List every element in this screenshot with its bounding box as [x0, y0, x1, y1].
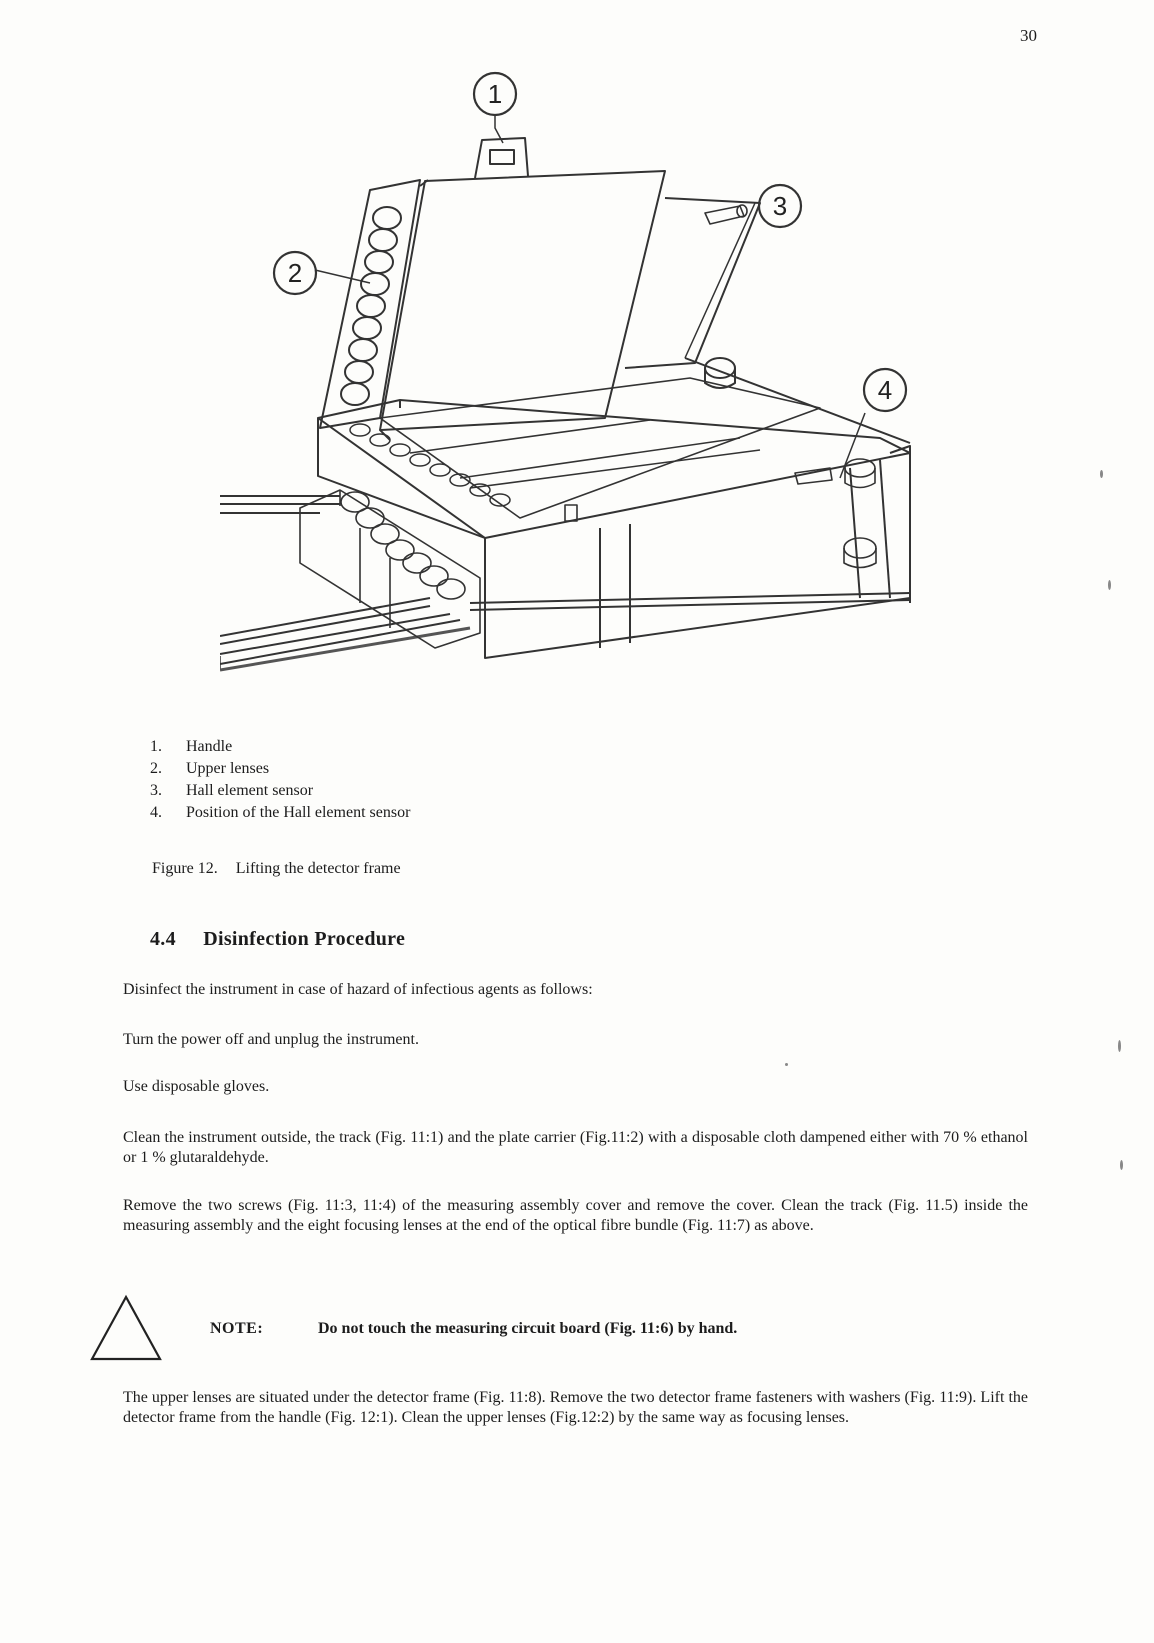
paragraph: Turn the power off and unplug the instrument.: [123, 1031, 419, 1048]
legend-item: [150, 738, 232, 756]
section-number: 4.4: [150, 928, 176, 950]
note-text: Do not touch the measuring circuit board (Fig. 11:6) by hand.: [318, 1320, 738, 1337]
back-plate: [625, 198, 910, 443]
caption-text: Lifting the detector frame: [235, 860, 401, 877]
scan-speck: [1120, 1160, 1123, 1170]
page-number: 30: [1020, 26, 1037, 45]
legend-item: [150, 804, 410, 822]
svg-text:2: 2: [287, 258, 303, 288]
paragraph: Remove the two screws (Fig. 11:3, 11:4) of the measuring assembly cover and remove the cover. Clean the track (Fig. 11.5) inside the measuring assembly and the eight focusing lenses at the end of the optical fibre bundle (Fig. 11:7) as above.: [123, 1197, 1028, 1234]
handle: [475, 138, 528, 178]
callout-2: [274, 252, 316, 294]
caption-label: Figure 12.: [152, 860, 218, 877]
callout-3: [759, 185, 801, 227]
legend-label: Hall element sensor: [186, 782, 314, 799]
plate-area: [380, 378, 820, 521]
measuring-assembly-base: [318, 400, 910, 658]
paragraph: Clean the instrument outside, the track (Fig. 11:1) and the plate carrier (Fig.11:2) with a disposable cloth dampened either with 70 % ethanol or 1 % glutaraldehyde.: [123, 1129, 1028, 1166]
legend-label: Handle: [186, 738, 233, 755]
callout-leaders: [315, 116, 865, 478]
svg-text:4: 4: [877, 375, 893, 405]
scan-speck: [1100, 470, 1103, 478]
upper-lenses-panel: [320, 180, 420, 428]
note-label: NOTE:: [210, 1320, 264, 1337]
warning-triangle-icon: [88, 1293, 164, 1363]
final-paragraph: The upper lenses are situated under the detector frame (Fig. 11:8). Remove the two detector frame fasteners with washers (Fig. 11:9). Lift the detector frame from the handle (Fig. 12:1). Clean the upper lenses (Fig.12:2) by the same way as focusing lenses.: [123, 1389, 1028, 1426]
legend-number: 3.: [150, 782, 162, 799]
scan-speck: [785, 1063, 788, 1066]
svg-text:1: 1: [487, 79, 503, 109]
hall-sensor: [705, 205, 747, 224]
figure-12-diagram: [220, 58, 960, 698]
legend-item: [150, 782, 313, 800]
scan-speck: [1108, 580, 1111, 590]
legend-number: 2.: [150, 760, 162, 777]
legend-label: Position of the Hall element sensor: [186, 804, 411, 821]
section-title: Disinfection Procedure: [203, 928, 406, 950]
figure-caption: [152, 860, 401, 878]
legend-item: [150, 760, 269, 778]
legend-label: Upper lenses: [186, 760, 270, 777]
svg-text:3: 3: [772, 191, 788, 221]
hall-sensor-position: [795, 459, 876, 568]
legend-number: 4.: [150, 804, 162, 821]
section-heading: [150, 928, 405, 951]
scan-speck: [1118, 1040, 1121, 1052]
paragraph: Disinfect the instrument in case of hazard of infectious agents as follows:: [123, 981, 593, 998]
paragraph: Use disposable gloves.: [123, 1078, 270, 1095]
legend-number: 1.: [150, 738, 162, 755]
callout-1: [474, 73, 516, 115]
callout-4: [864, 369, 906, 411]
